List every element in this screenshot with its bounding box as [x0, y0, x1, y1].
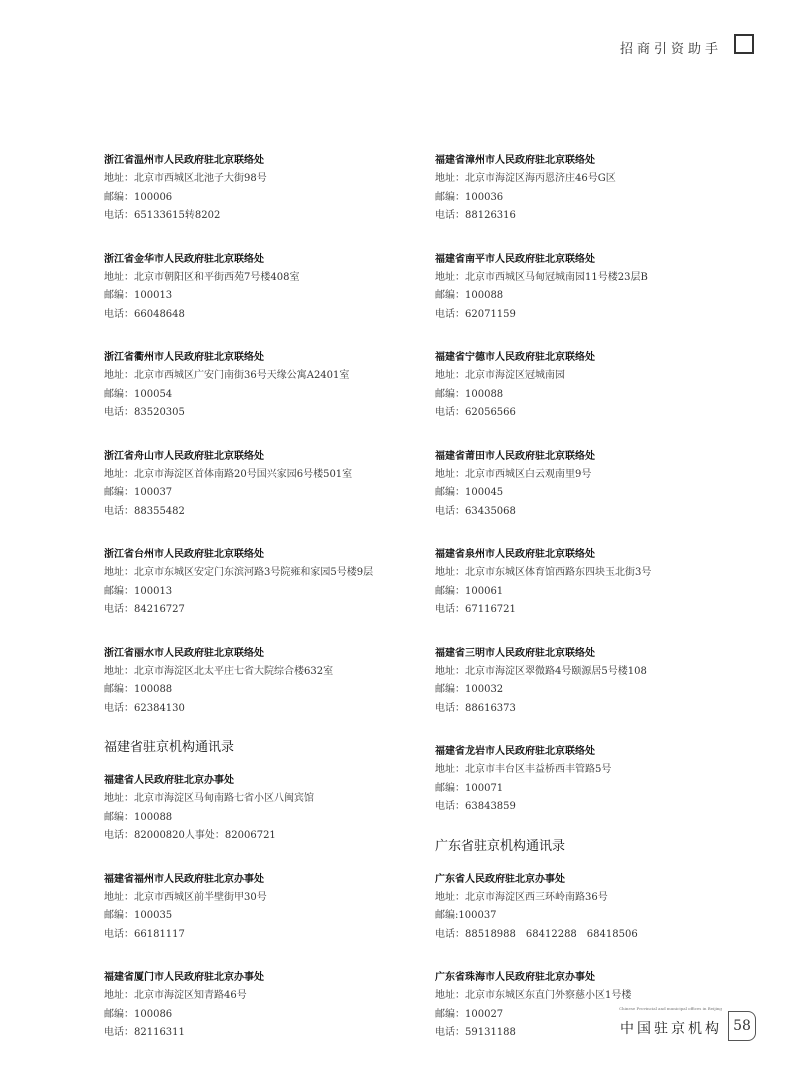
- office-phone: 电话：59131188: [435, 1027, 516, 1038]
- office-name: 浙江省温州市人民政府驻北京联络处: [104, 155, 264, 166]
- office-address: 地址：北京市东城区东直门外察慈小区1号楼: [435, 990, 632, 1001]
- office-entry: [435, 349, 755, 423]
- office-entry: [435, 448, 755, 522]
- office-entry: [435, 743, 755, 817]
- office-postal: 邮编：100086: [104, 1008, 173, 1020]
- office-postal: 邮编：100037: [104, 487, 173, 498]
- office-name: 福建省南平市人民政府驻北京联络处: [435, 253, 595, 265]
- office-address: 地址：北京市西城区前半壁街甲30号: [104, 891, 267, 903]
- office-name: 福建省莆田市人民政府驻北京联络处: [435, 450, 595, 462]
- office-name: 福建省宁德市人民政府驻北京联络处: [435, 352, 595, 363]
- office-name: 广东省人民政府驻北京办事处: [435, 873, 565, 885]
- section-heading-guangdong: 广东省驻京机构通讯录: [435, 838, 566, 854]
- office-entry: [435, 546, 755, 620]
- page-number: 58: [728, 1011, 756, 1041]
- office-entry: [104, 546, 424, 620]
- office-address: 地址：北京市东城区安定门东滨河路3号院雍和家园5号楼9层: [104, 567, 374, 578]
- office-address: 地址：北京市西城区广安门南街36号天缘公寓A2401室: [104, 370, 350, 381]
- office-phone: 电话：66048648: [104, 308, 185, 320]
- office-name: 福建省人民政府驻北京办事处: [104, 775, 234, 786]
- office-address: 地址：北京市海淀区海丙恩济庄46号G区: [435, 173, 616, 184]
- office-name: 福建省三明市人民政府驻北京联络处: [435, 647, 595, 659]
- office-postal: 邮编：100013: [104, 585, 173, 597]
- office-postal: 邮编：100088: [104, 811, 173, 823]
- office-postal: 邮编：100006: [104, 191, 173, 203]
- footer-subtitle: Chinese Provincial and municipal offices in Beijing: [619, 1006, 722, 1011]
- office-name: 福建省厦门市人民政府驻北京办事处: [104, 972, 264, 983]
- office-entry: [104, 969, 424, 1043]
- office-postal: 邮编：100071: [435, 782, 504, 794]
- office-phone: 电话：88126316: [435, 210, 516, 221]
- office-postal: 邮编：100054: [104, 388, 173, 400]
- office-name: 浙江省衢州市人民政府驻北京联络处: [104, 352, 264, 363]
- office-postal: 邮编：100045: [435, 487, 504, 498]
- office-postal: 邮编：100032: [435, 684, 504, 695]
- office-phone: 电话：63843859: [435, 801, 516, 812]
- office-address: 地址：北京市海淀区冠城南园: [435, 370, 565, 381]
- office-entry: [104, 349, 424, 423]
- office-postal: 邮编：100013: [104, 290, 173, 301]
- office-name: 浙江省丽水市人民政府驻北京联络处: [104, 647, 264, 659]
- office-address: 地址：北京市海淀区知青路46号: [104, 990, 247, 1001]
- header-title: 招商引资助手: [619, 42, 722, 57]
- office-address: 地址：北京市朝阳区和平街西苑7号楼408室: [104, 271, 300, 283]
- office-postal: 邮编：100027: [435, 1008, 504, 1020]
- left-column: [104, 152, 424, 1068]
- office-entry: [435, 152, 755, 226]
- office-address: 地址：北京市海淀区翠微路4号颐源居5号楼108: [435, 665, 647, 677]
- office-name: 广东省珠海市人民政府驻北京办事处: [435, 972, 595, 983]
- office-phone: 电话：63435068: [435, 505, 516, 517]
- office-name: 福建省漳州市人民政府驻北京联络处: [435, 155, 595, 166]
- office-name: 福建省泉州市人民政府驻北京联络处: [435, 549, 595, 560]
- office-entry: [104, 251, 424, 325]
- office-phone: 电话：88518988 68412288 68418506: [435, 928, 638, 940]
- office-name: 浙江省金华市人民政府驻北京联络处: [104, 253, 264, 265]
- office-postal: 邮编：100088: [435, 290, 504, 301]
- office-phone: 电话：67116721: [435, 604, 516, 615]
- office-phone: 电话：62056566: [435, 407, 516, 418]
- office-address: 地址：北京市海淀区首体南路20号国兴家园6号楼501室: [104, 468, 353, 480]
- office-postal: 邮编：100061: [435, 585, 504, 597]
- office-entry: [435, 645, 755, 719]
- office-postal: 邮编:100037: [435, 910, 497, 921]
- office-address: 地址：北京市东城区体育馆西路东四块玉北街3号: [435, 567, 652, 578]
- office-phone: 电话：84216727: [104, 604, 185, 615]
- office-name: 浙江省舟山市人民政府驻北京联络处: [104, 450, 264, 462]
- office-phone: 电话：82000820人事处：82006721: [104, 830, 276, 841]
- office-entry: [104, 772, 424, 846]
- office-postal: 邮编：100088: [104, 684, 173, 695]
- office-postal: 邮编：100088: [435, 388, 504, 400]
- office-entry: [435, 251, 755, 325]
- office-phone: 电话：88616373: [435, 702, 516, 714]
- office-address: 地址：北京市西城区北池子大街98号: [104, 173, 267, 184]
- office-address: 地址：北京市丰台区丰益桥西丰管路5号: [435, 764, 612, 775]
- office-phone: 电话：65133615转8202: [104, 210, 221, 221]
- header-square-icon: [734, 34, 754, 54]
- office-entry: [104, 645, 424, 719]
- office-address: 地址：北京市西城区马甸冠城南园11号楼23层B: [435, 271, 648, 283]
- right-column: [435, 152, 755, 1068]
- section-heading-fujian: 福建省驻京机构通讯录: [104, 740, 235, 755]
- office-name: 福建省龙岩市人民政府驻北京联络处: [435, 746, 595, 757]
- office-entry: [435, 871, 755, 945]
- footer-org: 中国驻京机构: [620, 1021, 722, 1037]
- office-phone: 电话：83520305: [104, 407, 185, 418]
- office-phone: 电话：82116311: [104, 1027, 185, 1038]
- office-phone: 电话：66181117: [104, 928, 185, 940]
- office-postal: 邮编：100035: [104, 910, 173, 921]
- office-address: 地址：北京市海淀区北太平庄七省大院综合楼632室: [104, 665, 334, 677]
- office-phone: 电话：62384130: [104, 702, 185, 714]
- office-name: 浙江省台州市人民政府驻北京联络处: [104, 549, 264, 560]
- office-entry: [104, 448, 424, 522]
- office-entry: [104, 871, 424, 945]
- office-phone: 电话：62071159: [435, 308, 516, 320]
- office-address: 地址：北京市海淀区西三环岭南路36号: [435, 891, 608, 903]
- office-name: 福建省福州市人民政府驻北京办事处: [104, 873, 264, 885]
- office-postal: 邮编：100036: [435, 191, 504, 203]
- office-phone: 电话：88355482: [104, 505, 185, 517]
- office-address: 地址：北京市海淀区马甸南路七省小区八闽宾馆: [104, 793, 314, 804]
- office-entry: [104, 152, 424, 226]
- office-address: 地址：北京市西城区白云观南里9号: [435, 468, 592, 480]
